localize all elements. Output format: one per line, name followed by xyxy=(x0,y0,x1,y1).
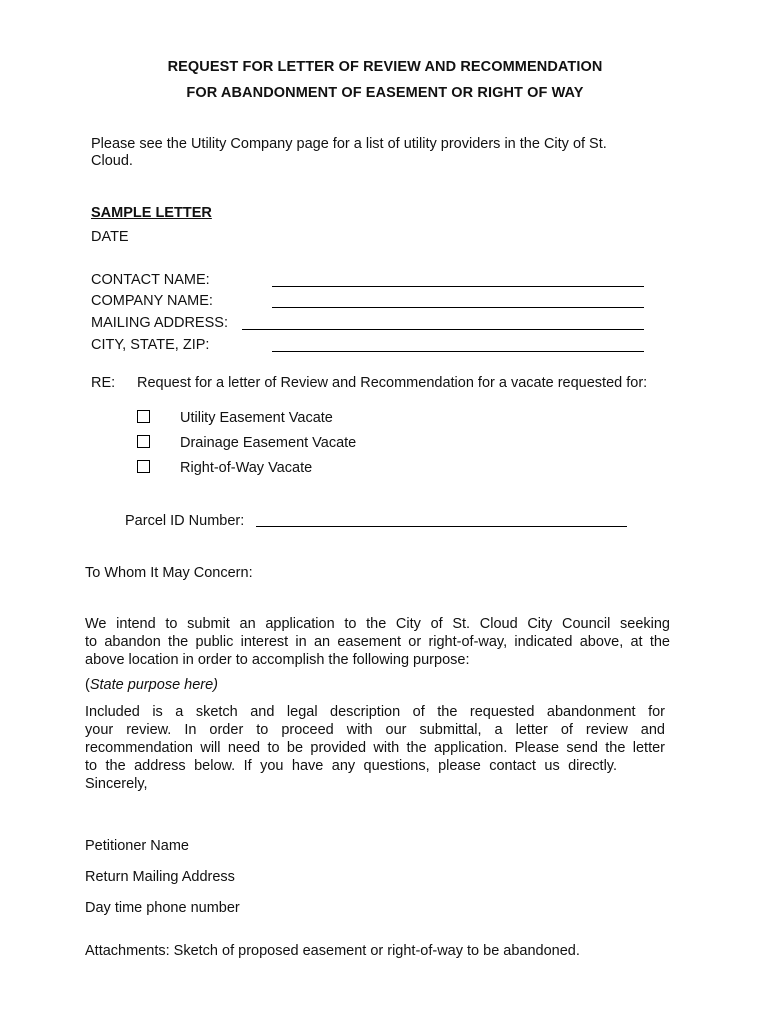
included-line-1: Included is a sketch and legal description of the requested abandonment for xyxy=(85,704,665,720)
included-line-4: to the address below. If you have any questions, please contact us directly. xyxy=(85,758,617,774)
drainage-easement-label: Drainage Easement Vacate xyxy=(180,435,357,451)
intent-line-3: above location in order to accomplish the following purpose: xyxy=(85,652,470,668)
intro-line-1: Please see the Utility Company page for a list of utility providers in the City of St. xyxy=(91,136,607,152)
mailing-address-line xyxy=(242,329,644,330)
intent-paragraph xyxy=(85,615,670,669)
drainage-easement-checkbox[interactable] xyxy=(137,435,150,448)
re-text: Request for a letter of Review and Recommendation for a vacate requested for: xyxy=(137,375,648,391)
included-paragraph xyxy=(85,703,665,793)
document-title-line-2: FOR ABANDONMENT OF EASEMENT OR RIGHT OF WAY xyxy=(186,85,584,101)
return-mailing-address: Return Mailing Address xyxy=(85,869,235,885)
included-line-2: your review. In order to proceed with our submittal, a letter of review and xyxy=(85,722,665,738)
utility-easement-checkbox[interactable] xyxy=(137,410,150,423)
closing-sincerely: Sincerely, xyxy=(85,776,148,792)
intent-line-1: We intend to submit an application to the City of St. Cloud City Council seeking xyxy=(85,616,670,632)
petitioner-name: Petitioner Name xyxy=(85,838,189,854)
purpose-placeholder: (State purpose here) xyxy=(85,677,219,693)
right-of-way-checkbox[interactable] xyxy=(137,460,150,473)
intro-line-2: Cloud. xyxy=(91,153,133,169)
document-title-line-1: REQUEST FOR LETTER OF REVIEW AND RECOMMENDATION xyxy=(167,59,603,75)
mailing-address-label: MAILING ADDRESS: xyxy=(91,315,228,331)
city-state-zip-label: CITY, STATE, ZIP: xyxy=(91,337,210,353)
utility-easement-label: Utility Easement Vacate xyxy=(180,410,333,426)
attachments-note: Attachments: Sketch of proposed easement or right-of-way to be abandoned. xyxy=(85,943,580,959)
company-name-label: COMPANY NAME: xyxy=(91,293,213,309)
sample-letter-heading: SAMPLE LETTER xyxy=(91,205,212,221)
date-label: DATE xyxy=(91,229,129,245)
daytime-phone: Day time phone number xyxy=(85,900,240,916)
city-state-zip-line xyxy=(272,351,644,352)
salutation: To Whom It May Concern: xyxy=(85,565,253,581)
intent-line-2: to abandon the public interest in an easement or right-of-way, indicated above, at the xyxy=(85,634,670,650)
contact-name-label: CONTACT NAME: xyxy=(91,272,210,288)
company-name-line xyxy=(272,307,644,308)
right-of-way-label: Right-of-Way Vacate xyxy=(180,460,313,476)
re-label: RE: xyxy=(91,375,116,391)
included-line-3: recommendation will need to be provided with the application. Please send the letter xyxy=(85,740,665,756)
contact-name-line xyxy=(272,286,644,287)
parcel-id-line xyxy=(256,526,627,527)
parcel-id-label: Parcel ID Number: xyxy=(125,513,245,529)
